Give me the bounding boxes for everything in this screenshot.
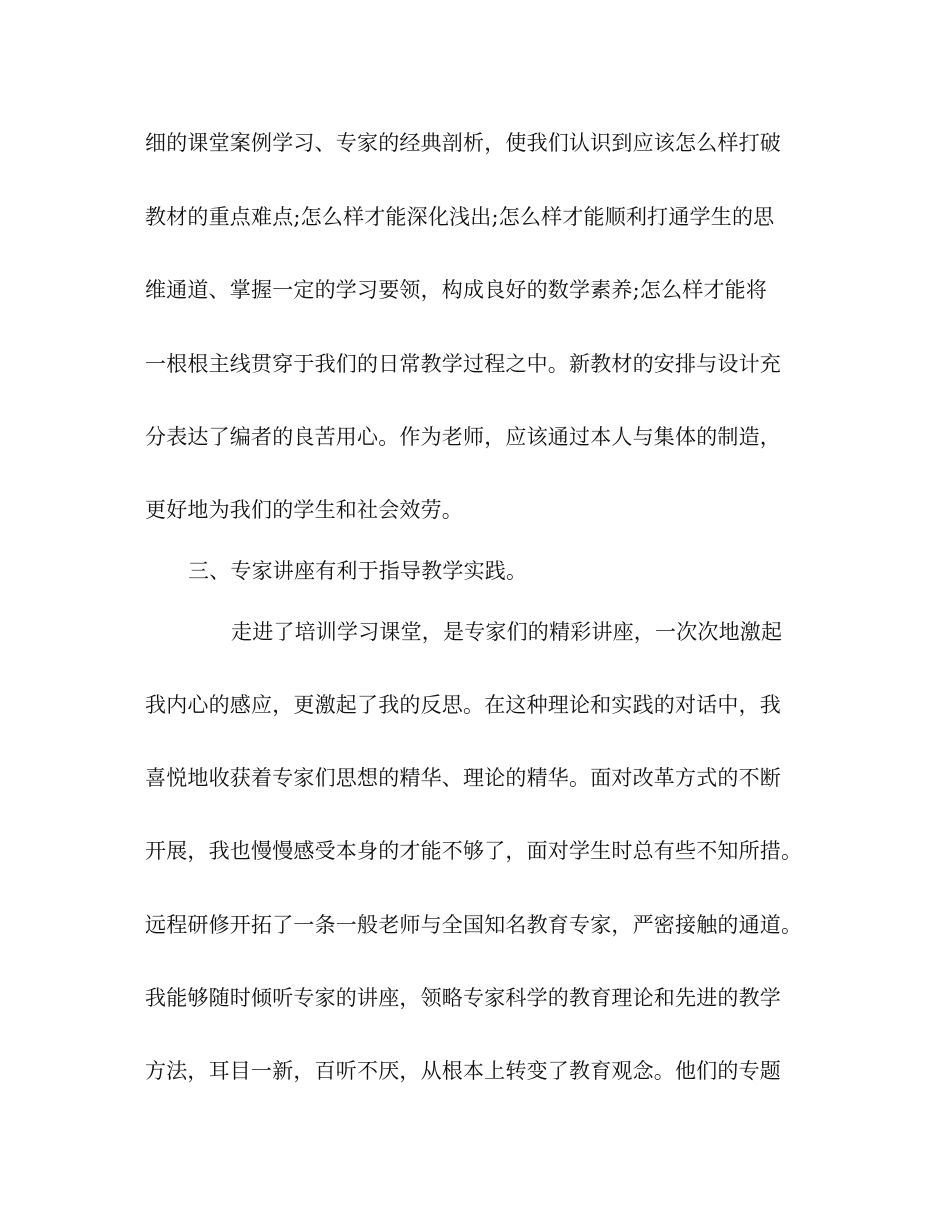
text-line-3: 维通道、掌握一定的学习要领，构成良好的数学素养;怎么样才能将 bbox=[145, 278, 768, 302]
text-line-2: 教材的重点难点;怎么样才能深化浅出;怎么样才能顺利打通学生的思 bbox=[145, 205, 775, 229]
text-line-8: 走进了培训学习课堂，是专家们的精彩讲座，一次次地激起 bbox=[231, 620, 783, 644]
text-line-12: 远程研修开拓了一条一般老师与全国知名教育专家，严密接触的通道。 bbox=[145, 913, 803, 937]
text-line-11: 开展，我也慢慢感受本身的才能不够了，面对学生时总有些不知所措。 bbox=[145, 839, 803, 863]
text-line-9: 我内心的感应，更激起了我的反思。在这种理论和实践的对话中，我 bbox=[145, 693, 781, 717]
text-line-14: 方法，耳目一新，百听不厌，从根本上转变了教育观念。他们的专题 bbox=[145, 1059, 781, 1083]
text-line-10: 喜悦地收获着专家们思想的精华、理论的精华。面对改革方式的不断 bbox=[145, 766, 781, 790]
text-line-4: 一根根主线贯穿于我们的日常教学过程之中。新教材的安排与设计充 bbox=[145, 352, 781, 376]
text-line-5: 分表达了编者的良苦用心。作为老师，应该通过本人与集体的制造， bbox=[145, 425, 781, 449]
text-line-1: 细的课堂案例学习、专家的经典剖析，使我们认识到应该怎么样打破 bbox=[145, 131, 781, 155]
text-line-6: 更好地为我们的学生和社会效劳。 bbox=[145, 498, 463, 522]
section-heading: 三、专家讲座有利于指导教学实践。 bbox=[188, 559, 528, 583]
text-line-13: 我能够随时倾听专家的讲座，领略专家科学的教育理论和先进的教学 bbox=[145, 986, 781, 1010]
